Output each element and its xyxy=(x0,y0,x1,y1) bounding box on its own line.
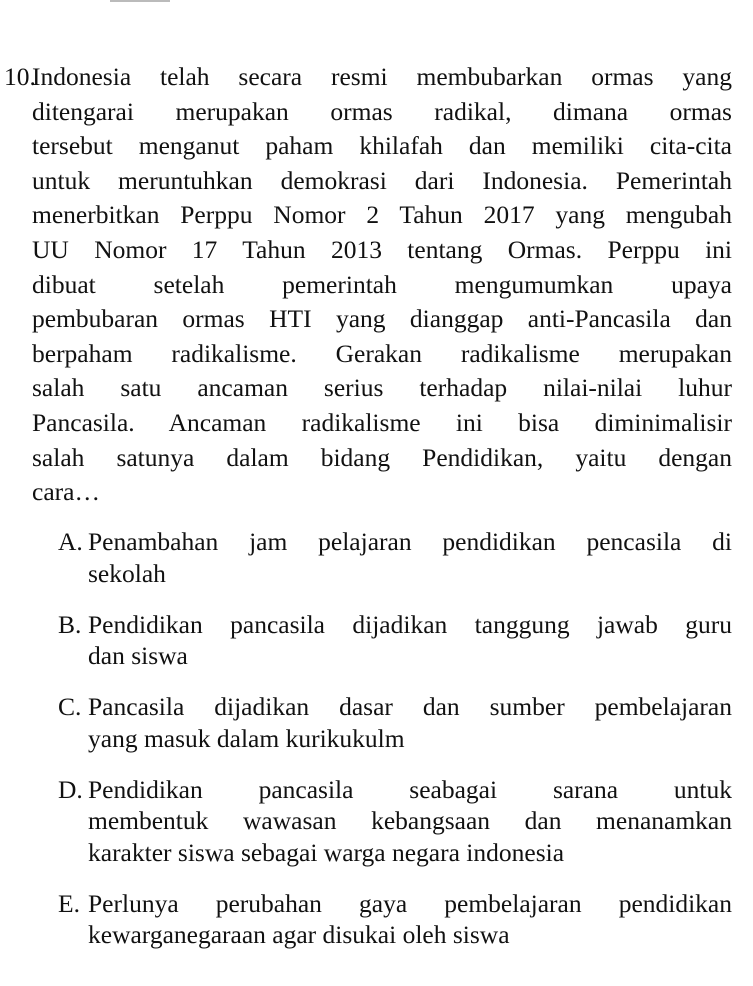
cropped-text-fragment xyxy=(110,0,170,2)
option-line: membentuk wawasan kebangsaan dan menanamkan xyxy=(88,806,732,835)
question-line: salah satu ancaman serius terhadap nilai-nilai luhur xyxy=(32,373,732,403)
option-text xyxy=(88,526,732,589)
question-line: untuk meruntuhkan demokrasi dari Indonesia. Pemerintah xyxy=(32,165,732,195)
question-line: tersebut menganut paham khilafah dan memiliki cita-cita xyxy=(32,131,732,161)
option-line: Pendidikan pancasila seabagai sarana untuk xyxy=(88,774,732,804)
option-line: karakter siswa sebagai warga negara indonesia xyxy=(88,837,565,867)
option-d[interactable] xyxy=(58,774,732,869)
option-text xyxy=(88,691,732,754)
option-letter: B. xyxy=(58,609,82,639)
question-line: ditengarai merupakan ormas radikal, dimana ormas xyxy=(32,96,732,126)
question-line: UU Nomor 17 Tahun 2013 tentang Ormas. Perppu ini xyxy=(32,234,732,264)
option-line: dan siswa xyxy=(88,641,188,670)
option-line: Pancasila dijadikan dasar dan sumber pembelajaran xyxy=(88,692,732,721)
question-line: Indonesia telah secara resmi membubarkan ormas yang xyxy=(32,62,732,91)
option-b[interactable] xyxy=(58,609,732,672)
question-text xyxy=(32,60,732,510)
option-text xyxy=(88,888,732,951)
option-a[interactable] xyxy=(58,526,732,589)
question-row xyxy=(4,60,732,510)
option-e[interactable] xyxy=(58,888,732,951)
question-line: Pancasila. Ancaman radikalisme ini bisa diminimalisir xyxy=(32,407,732,437)
question-line: menerbitkan Perppu Nomor 2 Tahun 2017 yang mengubah xyxy=(32,200,732,230)
option-letter: C. xyxy=(58,692,82,721)
option-line: Pendidikan pancasila dijadikan tanggung jawab guru xyxy=(88,609,732,639)
question-line: pembubaran ormas HTI yang dianggap anti-Pancasila dan xyxy=(32,304,732,334)
option-line: kewarganegaraan agar disukai oleh siswa xyxy=(88,920,510,949)
option-line: yang masuk dalam kurikukulm xyxy=(88,723,405,753)
option-letter: A. xyxy=(58,527,83,556)
option-line: Penambahan jam pelajaran pendidikan pencasila di xyxy=(88,527,732,556)
question-line: cara… xyxy=(32,477,100,507)
option-text xyxy=(88,774,732,869)
answer-options xyxy=(58,526,732,970)
option-letter: D. xyxy=(58,774,83,804)
option-line: Perlunya perubahan gaya pembelajaran pendidikan xyxy=(88,888,732,918)
question-block xyxy=(4,60,732,510)
question-number: 10. xyxy=(4,62,36,91)
question-line: dibuat setelah pemerintah mengumumkan upaya xyxy=(32,269,732,299)
option-c[interactable] xyxy=(58,691,732,754)
option-letter: E. xyxy=(58,888,80,918)
option-text xyxy=(88,609,732,672)
question-line: berpaham radikalisme. Gerakan radikalisme merupakan xyxy=(32,338,732,368)
question-line: salah satunya dalam bidang Pendidikan, yaitu dengan xyxy=(32,442,732,472)
option-line: sekolah xyxy=(88,558,166,588)
